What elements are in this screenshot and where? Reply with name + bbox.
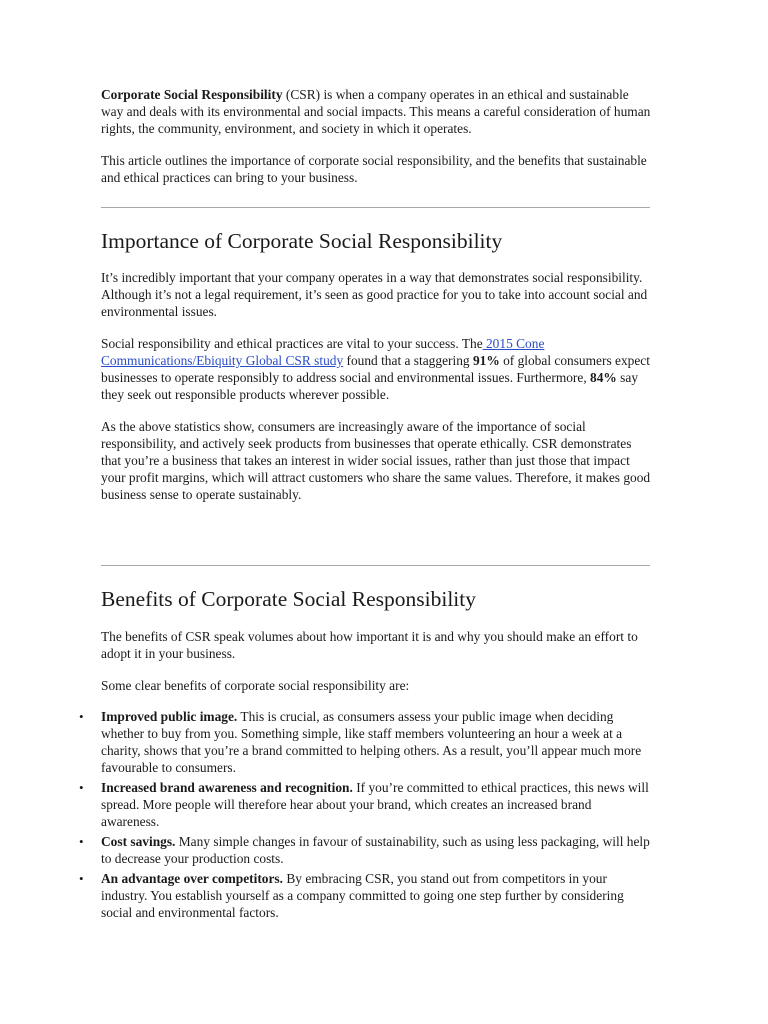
intro-paragraph-1 [101, 86, 651, 137]
intro-definition: (CSR) is when a company operates in an ethical and sustainable way and deals with its environmental and social impacts. This means a careful consideration of human rights, the community, environment, and society in which it operates. [101, 87, 651, 136]
benefit-title: Improved public image. [101, 709, 238, 724]
list-item [79, 708, 651, 776]
benefit-text: This is crucial, as consumers assess your public image when deciding whether to buy from you. Something simple, like staff members volunteering an hour a week at a charity, shows that you’re a brand committed to helping others. As a result, you’ll appear much more favourable to consumers. [101, 709, 642, 775]
list-item [79, 833, 651, 867]
benefits-heading: Benefits of Corporate Social Responsibility [101, 587, 477, 611]
importance-p2-text: found that a staggering [343, 353, 473, 368]
benefit-title: Increased brand awareness and recognition. [101, 780, 353, 795]
bullet-icon: • [79, 780, 84, 795]
benefits-paragraph-2: Some clear benefits of corporate social responsibility are: [101, 678, 410, 693]
importance-p2-text-3: say they seek out responsible products wherever possible. [101, 370, 639, 402]
benefits-paragraph-1: The benefits of CSR speak volumes about how important it is and why you should make an effort to adopt it in your business. [101, 629, 638, 661]
bullet-icon: • [79, 709, 84, 724]
list-item [79, 870, 651, 921]
benefit-title: An advantage over competitors. [101, 871, 283, 886]
importance-p2-intro: Social responsibility and ethical practices are vital to your success. The [101, 336, 483, 351]
section-divider-1 [101, 207, 650, 208]
bullet-icon: • [79, 871, 84, 886]
bullet-icon: • [79, 834, 84, 849]
benefits-list [79, 708, 651, 921]
importance-paragraph-2 [101, 335, 651, 403]
importance-paragraph-1: It’s incredibly important that your company operates in a way that demonstrates social responsibility. Although it’s not a legal requirement, it’s seen as good practice for you to take into account social and environmental issues. [101, 270, 648, 319]
cone-study-link[interactable]: 2015 Cone Communications/Ebiquity Global CSR study [101, 336, 545, 368]
benefit-title: Cost savings. [101, 834, 176, 849]
benefit-text: By embracing CSR, you stand out from competitors in your industry. You establish yourself as a company committed to going one step further by considering social and environmental factors. [101, 871, 624, 920]
benefit-text: If you’re committed to ethical practices, this news will spread. More people will therefore hear about your brand, which creates an increased brand awareness. [101, 780, 649, 829]
stat-91: 91% [472, 353, 500, 368]
benefit-text: Many simple changes in favour of sustainability, such as using less packaging, will help to decrease your production costs. [101, 834, 650, 866]
section-divider-2 [101, 565, 650, 566]
intro-paragraph-2: This article outlines the importance of corporate social responsibility, and the benefits that sustainable and ethical practices can bring to your business. [101, 153, 647, 185]
list-item [79, 779, 651, 830]
article [79, 86, 651, 924]
intro-term: Corporate Social Responsibility [101, 87, 283, 102]
importance-p2-text-2: of global consumers expect businesses to operate responsibly to address social and environmental issues. Furthermore, [101, 353, 650, 385]
stat-84: 84% [590, 370, 617, 385]
importance-paragraph-3: As the above statistics show, consumers are increasingly aware of the importance of social responsibility, and actively seek products from businesses that operate ethically. CSR demonstrates that you’re a business that takes an interest in wider social issues, rather than just those that impact your profit margins, which will attract customers who share the same values. Therefore, it makes good business sense to operate sustainably. [101, 419, 651, 502]
importance-heading: Importance of Corporate Social Responsibility [101, 229, 503, 253]
